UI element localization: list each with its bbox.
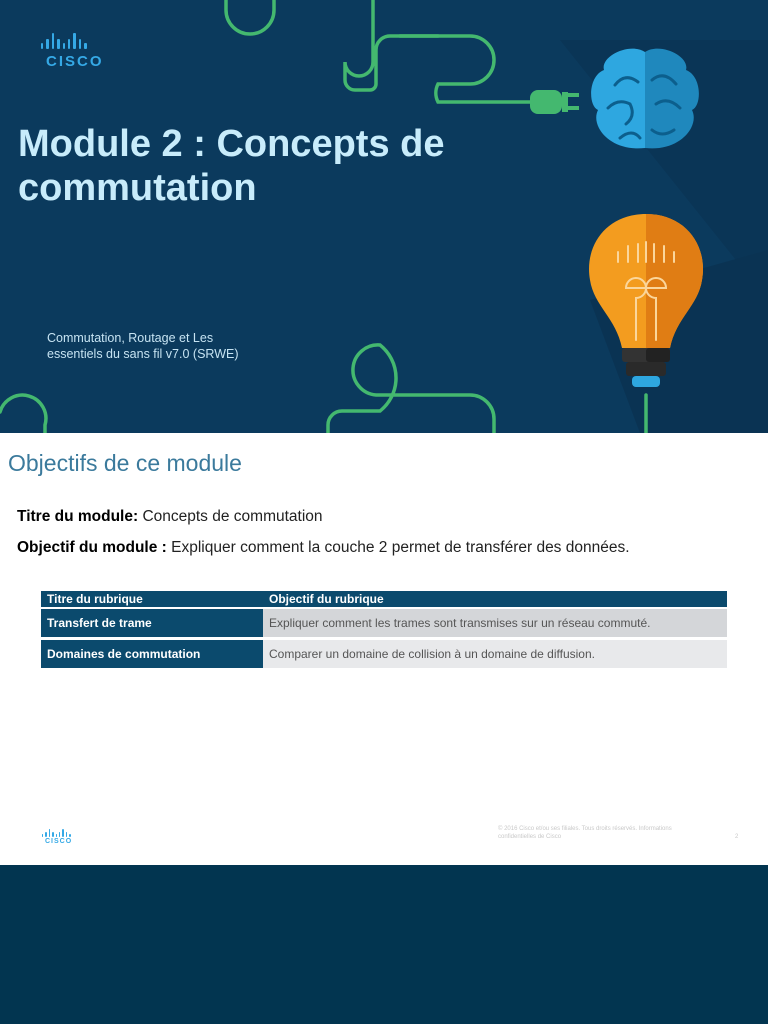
table-row [41, 608, 727, 639]
cisco-logo [41, 33, 104, 70]
table-header-row [41, 591, 727, 608]
module-title-label: Titre du module: [17, 508, 139, 525]
module-objective-line [17, 539, 630, 557]
cover-illustration [0, 0, 768, 433]
table-row [41, 639, 727, 670]
cisco-logo-text: CISCO [46, 53, 104, 70]
module-title-value: Concepts de commutation [142, 508, 323, 525]
footer-cisco-logo [42, 829, 72, 845]
topic-objective: Comparer un domaine de collision à un domaine de diffusion. [263, 639, 727, 670]
column-header-objective: Objectif du rubrique [263, 591, 727, 608]
module-title-line [17, 508, 323, 526]
cisco-logo-bars-icon [42, 829, 72, 837]
cover-slide [0, 0, 768, 433]
cisco-logo-bars-icon [41, 33, 104, 49]
topic-objective: Expliquer comment les trames sont transmises sur un réseau commuté. [263, 608, 727, 639]
copyright-notice: © 2016 Cisco et/ou ses filiales. Tous droits réservés. Informations confidentielles de Cisco [498, 826, 672, 840]
topic-name: Transfert de trame [41, 608, 263, 639]
page-number: 2 [735, 834, 739, 840]
objectives-slide [0, 433, 768, 865]
cisco-logo-text: CISCO [45, 838, 73, 845]
objectives-heading: Objectifs de ce module [8, 450, 242, 476]
column-header-topic: Titre du rubrique [41, 591, 263, 608]
slide-title: Module 2 : Concepts de commutation [18, 123, 445, 209]
topic-name: Domaines de commutation [41, 639, 263, 670]
topics-table [41, 591, 727, 671]
module-objective-label: Objectif du module : [17, 539, 167, 556]
brain-icon [591, 49, 699, 149]
module-objective-value: Expliquer comment la couche 2 permet de transférer des données. [171, 539, 630, 556]
plug-icon [530, 90, 579, 114]
course-subtitle: Commutation, Routage et Les essentiels du sans fil v7.0 (SRWE) [47, 331, 239, 361]
